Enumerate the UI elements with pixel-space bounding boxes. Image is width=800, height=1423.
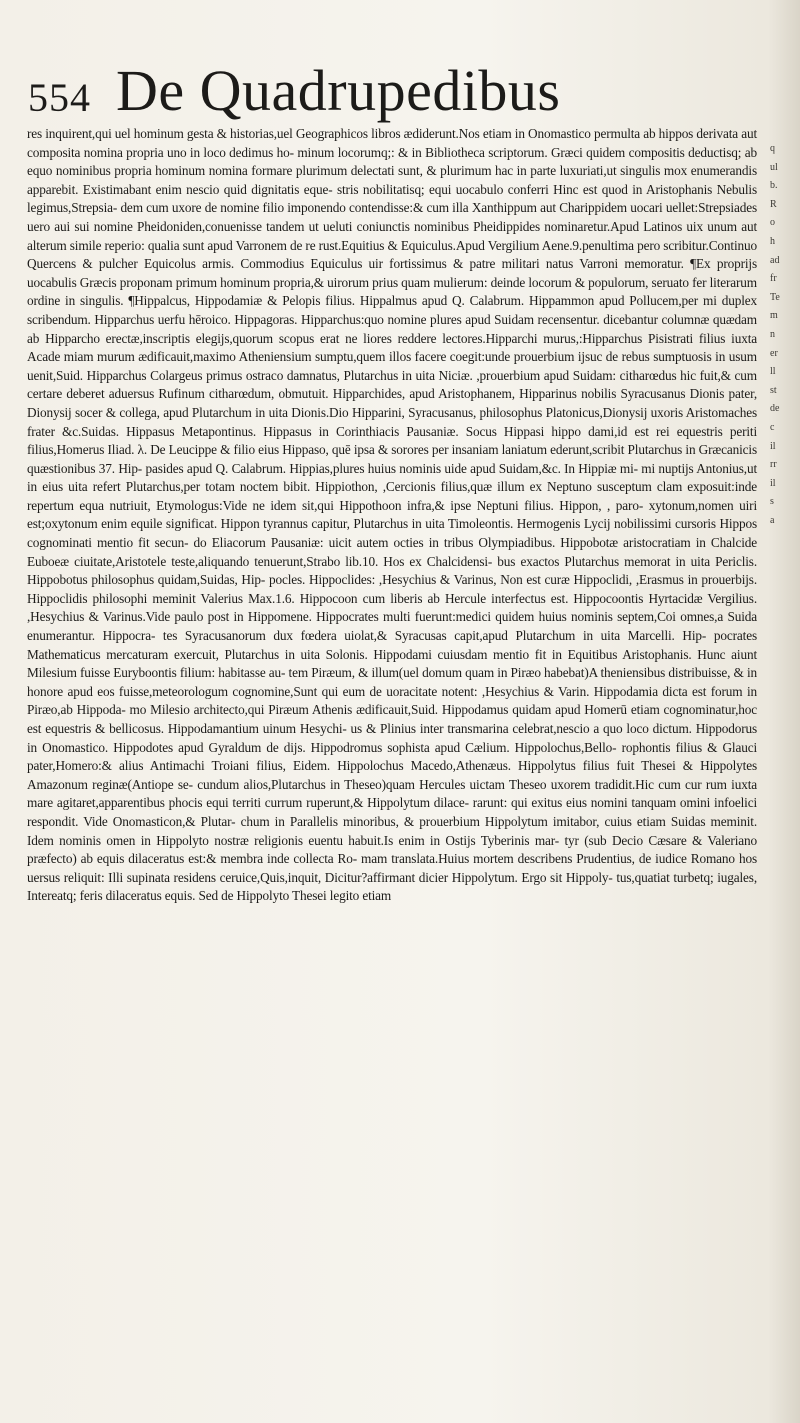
margin-note: st [770,384,777,396]
margin-note: m [770,310,778,322]
margin-note: n [770,328,775,340]
margin-note: s [770,496,774,508]
margin-note: a [770,514,775,526]
margin-note: R [770,198,777,210]
margin-note: fr [770,273,777,285]
margin-note: il [770,477,776,489]
margin-note: ad [770,254,780,266]
margin-note: c [770,421,775,433]
page-number: 554 [28,75,91,120]
margin-notes [770,140,796,1200]
margin-note: b. [770,180,778,192]
margin-note: ul [770,161,778,173]
margin-note: o [770,217,775,229]
margin-note: ll [770,366,776,378]
running-head: De Quadrupedibus [116,58,561,123]
margin-note: de [770,403,780,415]
page-header [28,60,768,122]
margin-note: h [770,235,775,247]
margin-note: er [770,347,778,359]
margin-note: rr [770,459,777,471]
margin-note: q [770,143,775,154]
body-text: res inquirent,qui uel hominum gesta & historias,uel Geographicos libros ædiderunt.Nos etiam in Onomastico permulta ab hippos derivata aut composita nomina propria uno in loco dedimus ho- minum locorumq;: & in Bibliotheca scriptorum. Græci quidem compositis deductisq; ab equo nominibus propria hominum nomina formare plurimum delectati sunt, & plurimum hac in parte luxuriati,ut singulis mox enumerandis apparebit. Existimabant enim nescio quid dignitatis eque- stris nobilitatisq; equi uocabulo conferri Hinc est quod in Aristophanis Nebulis legimus,Strepsia- dem cum uxore de nomine filio imponendo contendisse:& cum illa Xanthippum aut Charippidem uocari uellet:Strepsiades uero aui sui nomine Pheidoniden,conuenisse tandem ut ueluti coniunctis nominibus Pheidippides nominaretur.Apud Latinos uix unum aut alterum simile reperio: qualia sunt apud Varronem de re rust.Equitius & Equiculus.Apud Vergilium Aene.9.penultima pero scribitur.Continuo Quercens & pulcher Equicolus armis. Commodius Equiculus uir fortissimus & patre militari natus Varroni memoratur. ¶Ex proprijs uocabulis Græcis proponam primum hominum propria,& uirorum prius quam mulierum: deinde locorum & populorum, seruato fer literarum ordine in singulis. ¶Hippalcus, Hippodamiæ & Pelopis filius. Hippalmus apud Q. Calabrum. Hippammon apud Pollucem,per mi duplex scribendum. Hipparchus uerfu hēroico. Hippagoras. Hipparchus:quo nomine plures apud Suidam recensentur. dicebantur columnæ quædam ab Hipparcho erectæ,inscriptis elegijs,quorum scopus erat ne liores reddere lectores.Hipparchi murus,:Hipparchus Pisistrati filius iuxta Acade miam murum ædificauit,maximo Atheniensium sumptu,quem illos facere coegit:unde prouerbium ijsuc de rebus sumptuosis in usum uenit,Suid. Hipparchus Colargeus primus ostraco damnatus, Plutarchus in uita Niciæ. ,prouerbium apud Suidam: citharœdus hic fuit,& cum certare deberet aduersus Rufinum citharœdum, obmutuit. Hipparchides, apud Aristophanem, Hipparinus nobilis Syracusanus Dionis pater, Dionysij socer & collega, apud Plutarchum in uita Dionis.Dio Hipparini, Syracusanus, philosophus Platonicus,Dionysij uxoris Aristomaches frater &c.Suidas. Hippasus Metapontinus. Hippasus in Corinthiacis Pausaniæ. Socus Hippasi hippo dami,id est rei equestris periti filius,Homerus Iliad. λ. De Leucippe & filio eius Hippaso, quē ipsa & sorores per insaniam laniatum ederunt,scribit Plutarchus in Græcanicis quæstionibus 37. Hip- pasides apud Q. Calabrum. Hippias,plures huius nominis uide apud Suidam,&c. In Hippiæ mi- mi nuptijs Antonius,ut in eius uita refert Plutarchus,per totam noctem bibit. Hippiothon, ,Cercionis filius,quæ illum ex Neptuno susceptum clam exposuit:inde repertum equa nutriuit, Etymologus:Vide ne idem sit,qui Hippothoon infra,& ipse Neptuni filius. Hippon, , paro- xytonum,nomen uiri est;oxytonum enim equile significat. Hippon tyrannus capitur, Plutarchus in uita Timoleontis. Hermogenis Lycij nobilissimi cursoris Hippos cognominati mentio fit secun- do Eliacorum Pausaniæ: uicit autem octies in tribus Olympiadibus. Hippobotæ aristocratiam in Chalcide Euboeæ ciuitate,Aristotele teste,aliquando tenuerunt,Strabo lib.10. Hos ex Chalcidensi- bus exactos Plutarchus memorat in uita Periclis. Hippobotus philosophus quidam,Suidas, Hip- pocles. Hippoclides: ,Hesychius & Varinus, Non est curæ Hippoclidi, ,Erasmus in prouerbijs. Hippoclidis philosophi meminit Valerius Max.1.6. Hippocoon cum liberis ab Hercule interfectus est. Hippocoontis Hyrtacidæ Vergilius. ,Hesychius & Varinus.Vide paulo post in Hippomene. Hippocrates multi fuerunt:medici quidem huius nominis septem,Coi omnes,a Suida enumerantur. Hippocra- tes Syracusanorum dux fœdera uiolat,& Syracusas capit,apud Plutarchum in uita Marcelli. Hip- pocrates Mathematicus mercaturam exercuit, Plutarchus in uita Solonis. Hippodami cuiusdam mentio fit in Equitibus Aristophanis. Hunc aiunt Milesium fuisse Euryboontis filium: habitasse au- tem Piræum, & illum(uel domum quam in Piræo habebat)A theniensibus distribuisse, & in honore apud eos fuisse,meteorologum cognomine,Sunt qui eum de uoracitate notent: ,Hesychius & Varin. Hippodamia dicta est forum in Piræo,ab Hippoda- mo Milesio architecto,qui Piræum Athenis ædificauit,Suid. Hippodamus quidam apud Homerū etiam cognominatur,hoc est equestris & bellicosus. Hippodamantium uinum Hesychi- us & Plinius inter transmarina celebrat,nescio a quo loco dictum. Hippodorus in Onomastico. Hippodotes apud Gyraldum de dijs. Hippodromus sophista apud Cælium. Hippolochus,Bello- rophontis filius & Glauci pater,Homero:& alius Antimachi Troiani filius, Eidem. Hippolochus Macedo,Athenæus. Hippolytus filius fuit Thesei & Hippolytes Amazonum reginæ(Antiope se- cundum alios,Plutarchus in Theseo)quam Hercules uictam Theseo uxorem tradidit.Hic cum cur rum iuxta mare agitaret,apparentibus phocis equi territi currum ruperunt,& Hippolytum dilace- rarunt: qui exitus eius nomini tanquam omini infoelici respondit. Vide Onomasticon,& Plutar- chum in Parallelis minoribus, & prouerbium Hippolytum imitabor, cuius etiam Suidas meminit. Idem nominis omen in Hippolyto nostræ religionis euentu habuit.Is enim in Ostijs Tyberinis mar- tyr (sub Decio Cæsare & Valeriano præfecto) ab equis dilaceratus est:& membra inde collecta Ro- mam translata.Huius mortem describens Prudentius, de iudice Romano hos uersus reliquit: Illi supinata residens ceruice,Quis,inquit, Dicitur?affirmant dicier Hippolytum. Ergo sit Hippoly- tus,quatiat turbetq; iugales, Intereatq; feris dilaceratus equis. Sed de Hippolyto Thesei legito etiam [27,126,757,904]
margin-note: il [770,440,776,452]
margin-note: Te [770,291,780,303]
